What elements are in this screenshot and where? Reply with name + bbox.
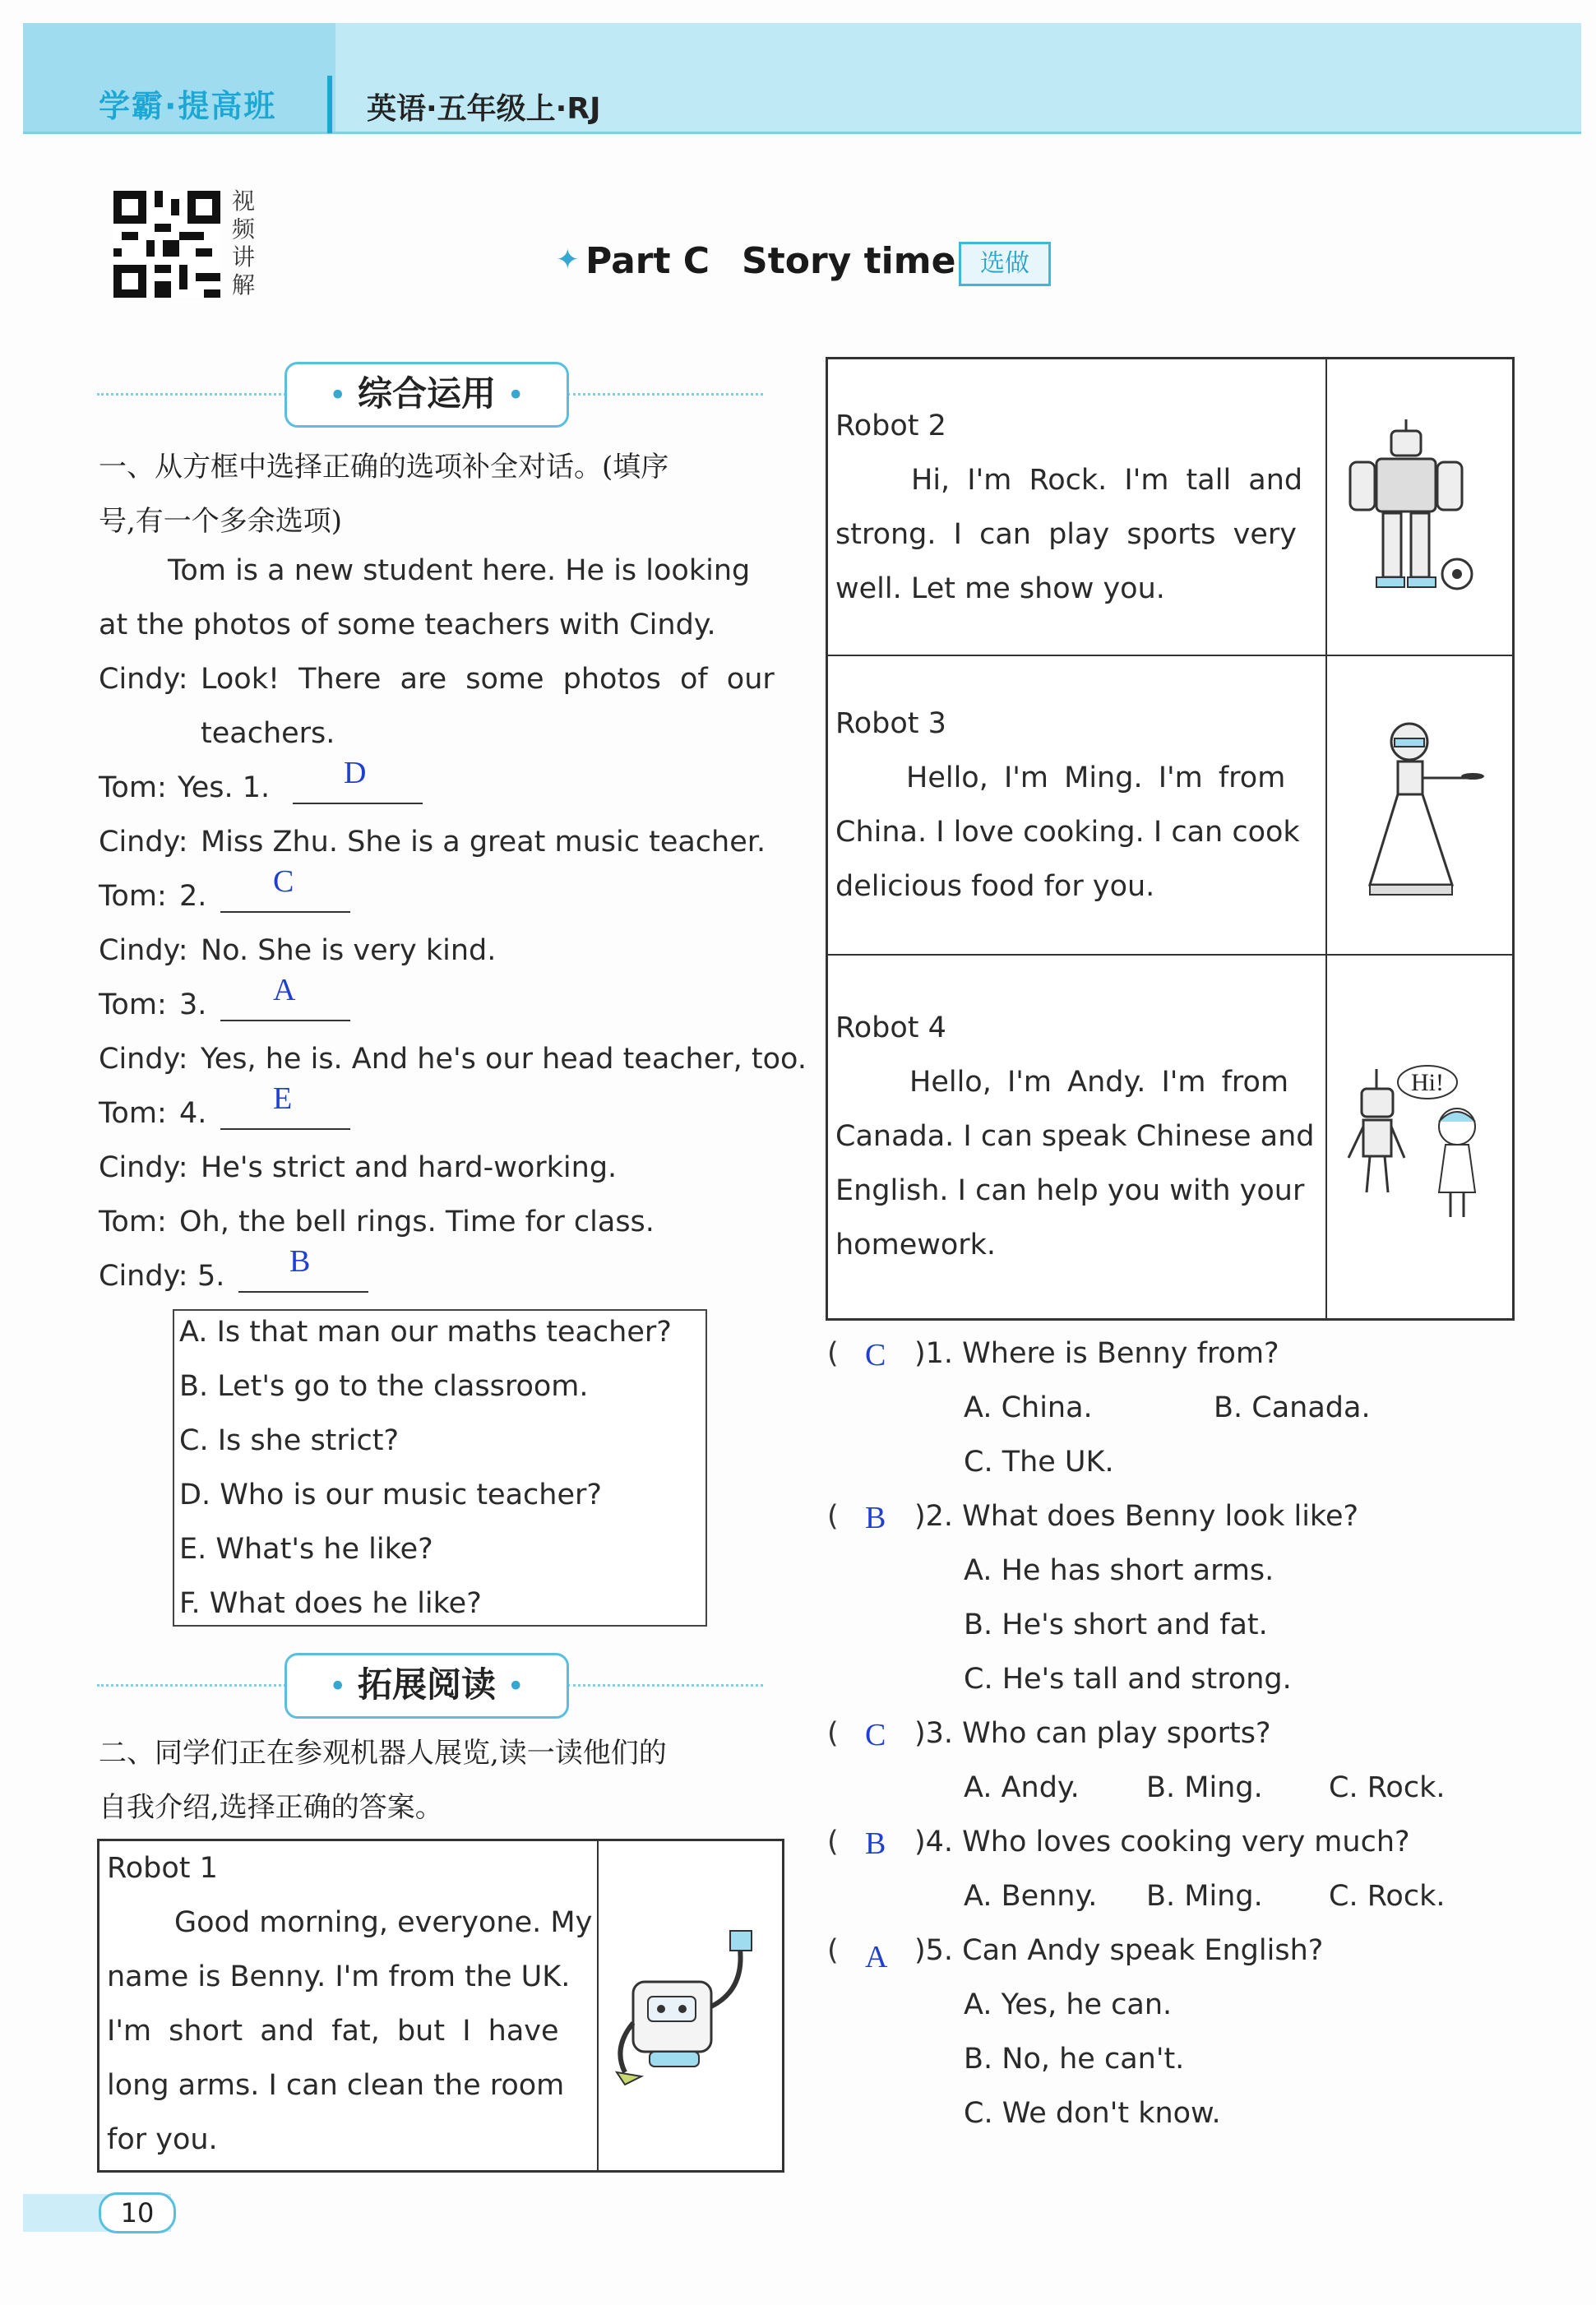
answer-mark: E	[273, 1081, 293, 1116]
answer-mark: B	[865, 1826, 886, 1861]
choice[interactable]: B. Canada.	[1214, 1391, 1371, 1424]
answer-mark: C	[865, 1338, 886, 1372]
banner-dot-icon: •	[507, 381, 524, 410]
optional-tag: 选做	[959, 242, 1051, 286]
dialogue-text: Look! There are some photos of our	[201, 663, 775, 696]
options-box	[173, 1309, 707, 1627]
table-row-divider	[826, 954, 1513, 956]
choice[interactable]: A. Andy.	[964, 1771, 1080, 1804]
option-item: C. Is she strict?	[179, 1424, 400, 1457]
robot-text: Good morning, everyone. My	[174, 1906, 593, 1939]
banner-dot-icon: •	[507, 1672, 524, 1701]
robot-text: Canada. I can speak Chinese and	[835, 1120, 1315, 1153]
question-text: )2. What does Benny look like?	[914, 1500, 1359, 1533]
option-item: B. Let's go to the classroom.	[179, 1370, 589, 1403]
robot-name: Robot 2	[835, 410, 946, 442]
instruction-line: 二、同学们正在参观机器人展览,读一读他们的	[99, 1737, 667, 1770]
robot-name: Robot 1	[107, 1852, 218, 1885]
dialogue-text: Yes, he is. And he's our head teacher, too.	[201, 1043, 807, 1076]
video-explanation-label: 视频讲解	[232, 187, 256, 299]
paren-open: (	[827, 1337, 839, 1370]
subject-label: 英语·五年级上·RJ	[367, 92, 601, 126]
choice[interactable]: C. Rock.	[1329, 1771, 1446, 1804]
choice[interactable]: B. He's short and fat.	[964, 1608, 1268, 1641]
dialogue-text: 5.	[197, 1260, 225, 1293]
question-text: )5. Can Andy speak English?	[914, 1934, 1324, 1967]
page-number: 10	[99, 2192, 176, 2233]
question-text: )1. Where is Benny from?	[914, 1337, 1279, 1370]
intro-line: Tom is a new student here. He is looking	[168, 554, 751, 587]
section-rule	[567, 1684, 763, 1687]
robot-text: I'm short and fat, but I have	[107, 2015, 559, 2048]
dialogue-speaker: Tom:	[99, 771, 167, 804]
robot-text: long arms. I can clean the room	[107, 2069, 565, 2102]
paren-open: (	[827, 1717, 839, 1750]
dialogue-text: No. She is very kind.	[201, 934, 497, 967]
sports-robot-illustration	[1342, 416, 1473, 594]
choice[interactable]: A. Yes, he can.	[964, 1988, 1173, 2021]
paren-open: (	[827, 1826, 839, 1858]
option-item: E. What's he like?	[179, 1533, 433, 1566]
robot-name: Robot 3	[835, 707, 946, 740]
choice[interactable]: C. Rock.	[1329, 1880, 1446, 1913]
answer-mark: A	[273, 973, 296, 1007]
answer-mark: C	[273, 864, 294, 899]
instruction-line: 一、从方框中选择正确的选项补全对话。(填序	[99, 451, 669, 484]
choice[interactable]: C. We don't know.	[964, 2097, 1221, 2130]
robot-text: Hello, I'm Andy. I'm from	[909, 1066, 1289, 1099]
dialogue-text: 4.	[179, 1097, 207, 1130]
question-text: )3. Who can play sports?	[914, 1717, 1271, 1750]
dialogue-speaker: Cindy:	[99, 1151, 188, 1184]
title-part: Part C	[585, 240, 710, 282]
dialogue-text: He's strict and hard-working.	[201, 1151, 618, 1184]
paren-open: (	[827, 1500, 839, 1533]
banner-dot-icon: •	[330, 1672, 346, 1701]
robot-text: strong. I can play sports very	[835, 518, 1298, 551]
dialogue-speaker: Cindy:	[99, 1043, 188, 1076]
dialogue-text: teachers.	[201, 717, 335, 750]
dialogue-speaker: Tom:	[99, 988, 167, 1021]
section-rule	[567, 393, 763, 396]
option-item: A. Is that man our maths teacher?	[179, 1316, 672, 1349]
choice[interactable]: B. No, he can't.	[964, 2043, 1185, 2076]
choice[interactable]: C. He's tall and strong.	[964, 1663, 1292, 1696]
dialogue-speaker: Cindy:	[99, 1260, 188, 1293]
dialogue-text: 3.	[179, 988, 207, 1021]
cooking-robot-illustration	[1362, 720, 1485, 903]
instruction-line: 自我介绍,选择正确的答案。	[99, 1791, 443, 1824]
robot-text: well. Let me show you.	[835, 572, 1165, 605]
dialogue-text: Oh, the bell rings. Time for class.	[179, 1206, 655, 1238]
section-rule	[97, 393, 286, 396]
robot-text: Hello, I'm Ming. I'm from	[906, 761, 1286, 794]
intro-line: at the photos of some teachers with Cindy.	[99, 609, 716, 641]
choice[interactable]: C. The UK.	[964, 1446, 1114, 1479]
option-item: F. What does he like?	[179, 1587, 482, 1620]
dialogue-speaker: Cindy:	[99, 826, 188, 859]
dialogue-speaker: Cindy:	[99, 663, 188, 696]
dialogue-speaker: Tom:	[99, 1206, 167, 1238]
header-rule	[23, 132, 1581, 134]
answer-mark: D	[344, 756, 367, 790]
dialogue-speaker: Tom:	[99, 880, 167, 913]
table-row-divider	[826, 655, 1513, 656]
section-title: 综合运用	[357, 373, 496, 414]
paren-open: (	[827, 1934, 839, 1967]
answer-mark: B	[289, 1244, 311, 1279]
robot-text: China. I love cooking. I can cook	[835, 816, 1300, 849]
choice[interactable]: A. China.	[964, 1391, 1093, 1424]
choice[interactable]: B. Ming.	[1146, 1771, 1263, 1804]
dialogue-text: 2.	[179, 880, 207, 913]
section-banner-reading	[285, 1653, 569, 1719]
question-text: )4. Who loves cooking very much?	[914, 1826, 1410, 1858]
robot-text: homework.	[835, 1229, 997, 1261]
robot-text: name is Benny. I'm from the UK.	[107, 1960, 571, 1993]
choice[interactable]: A. He has short arms.	[964, 1554, 1274, 1587]
robot-name: Robot 4	[835, 1011, 946, 1044]
banner-dot-icon: •	[330, 381, 346, 410]
dialogue-text: Yes. 1.	[178, 771, 271, 804]
robot-text: Hi, I'm Rock. I'm tall and	[911, 464, 1303, 497]
speech-bubble-text: Hi!	[1411, 1069, 1444, 1096]
table-divider	[597, 1839, 599, 2171]
section-banner-comprehensive	[285, 362, 569, 428]
choice[interactable]: A. Benny.	[964, 1880, 1098, 1913]
dialogue-text: Miss Zhu. She is a great music teacher.	[201, 826, 766, 859]
robot-text: delicious food for you.	[835, 870, 1155, 903]
choice[interactable]: B. Ming.	[1146, 1880, 1263, 1913]
brand-title: 学霸·提高班	[99, 88, 277, 124]
instruction-line: 号,有一个多余选项)	[99, 505, 343, 538]
option-item: D. Who is our music teacher?	[179, 1479, 602, 1511]
title-star-icon: ✦	[556, 243, 580, 276]
dialogue-speaker: Cindy:	[99, 934, 188, 967]
cleaning-robot-illustration	[608, 1924, 765, 2089]
dialogue-speaker: Tom:	[99, 1097, 167, 1130]
answer-mark: A	[865, 1940, 888, 1974]
qr-code-icon[interactable]	[113, 191, 220, 298]
robot-text: English. I can help you with your	[835, 1174, 1305, 1207]
section-rule	[97, 1684, 286, 1687]
answer-mark: C	[865, 1718, 886, 1752]
answer-mark: B	[865, 1501, 886, 1535]
table-divider	[1325, 357, 1327, 1319]
section-title: 拓展阅读	[357, 1664, 496, 1705]
title-story-time: Story time	[742, 240, 956, 282]
robot-text: for you.	[107, 2123, 218, 2156]
brand-divider	[327, 76, 332, 133]
